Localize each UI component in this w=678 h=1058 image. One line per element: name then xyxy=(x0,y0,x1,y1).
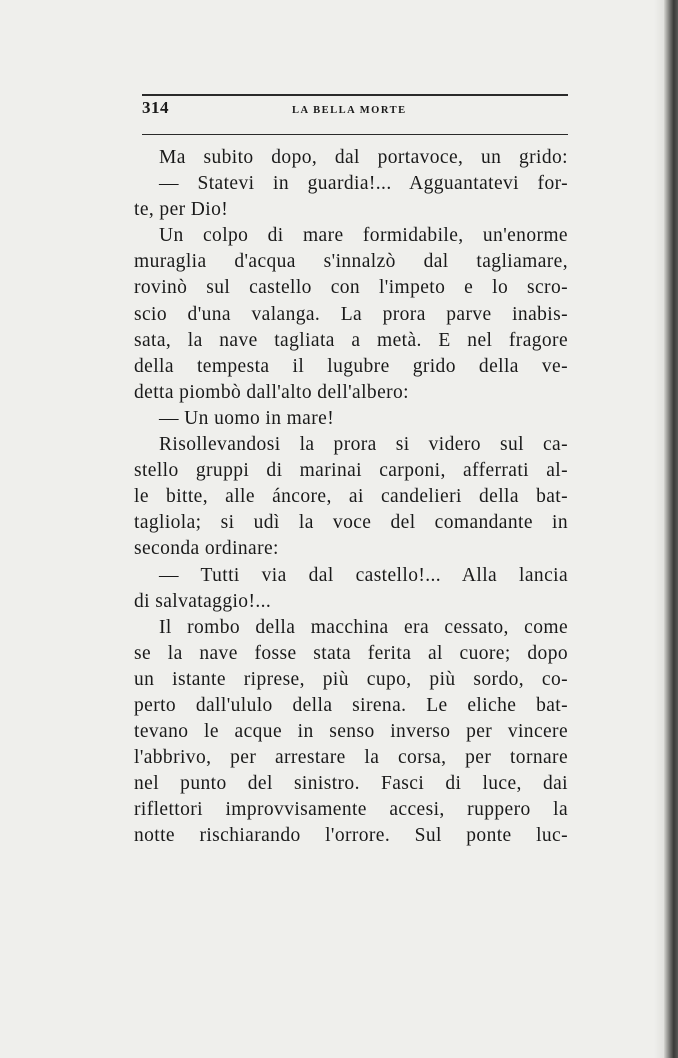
text-line: un istante riprese, più cupo, più sordo, co- xyxy=(134,668,568,690)
text-line: stello gruppi di marinai carponi, afferrati al- xyxy=(134,460,568,482)
binding-shadow xyxy=(654,0,664,1058)
text-line: tagliola; si udì la voce del comandante in xyxy=(134,512,568,534)
page-header xyxy=(142,94,568,138)
text-line: scio d'una valanga. La prora parve inabis- xyxy=(134,303,568,325)
text-line: — Un uomo in mare! xyxy=(159,407,335,429)
text-line: riflettori improvvisamente accesi, ruppero la xyxy=(134,799,568,821)
running-title: LA BELLA MORTE xyxy=(292,105,407,116)
text-line: detta piombò dall'alto dell'albero: xyxy=(134,381,409,403)
text-line: — Tutti via dal castello!... Alla lancia xyxy=(159,564,568,586)
text-line: sata, la nave tagliata a metà. E nel fragore xyxy=(134,329,568,351)
text-line: te, per Dio! xyxy=(134,199,229,221)
text-line: le bitte, alle áncore, ai candelieri della bat- xyxy=(134,486,568,508)
page-number: 314 xyxy=(142,98,169,117)
text-line: l'abbrivo, per arrestare la corsa, per tornare xyxy=(134,747,568,769)
text-line: — Statevi in guardia!... Agguantatevi for- xyxy=(159,173,568,195)
text-line: muraglia d'acqua s'innalzò dal tagliamare, xyxy=(134,251,568,273)
text-line: se la nave fosse stata ferita al cuore; dopo xyxy=(134,642,568,664)
text-line: perto dall'ululo della sirena. Le eliche bat- xyxy=(134,694,568,716)
binding-edge xyxy=(664,0,678,1058)
text-line: di salvataggio!... xyxy=(134,590,272,612)
text-line: Risollevandosi la prora si videro sul ca- xyxy=(159,434,568,456)
text-line: notte rischiarando l'orrore. Sul ponte luc- xyxy=(134,825,568,847)
text-line: tevano le acque in senso inverso per vincere xyxy=(134,721,568,743)
text-line: rovinò sul castello con l'impeto e lo scro- xyxy=(134,277,568,299)
text-line: seconda ordinare: xyxy=(134,538,279,560)
text-line: della tempesta il lugubre grido della ve- xyxy=(134,355,568,377)
header-rule-bottom xyxy=(142,134,568,135)
header-rule-top xyxy=(142,94,568,96)
text-line: nel punto del sinistro. Fasci di luce, dai xyxy=(134,773,568,795)
text-line: Ma subito dopo, dal portavoce, un grido: xyxy=(159,147,568,168)
body-text xyxy=(134,145,568,850)
text-line: Un colpo di mare formidabile, un'enorme xyxy=(159,225,568,247)
text-line: Il rombo della macchina era cessato, come xyxy=(159,616,568,638)
